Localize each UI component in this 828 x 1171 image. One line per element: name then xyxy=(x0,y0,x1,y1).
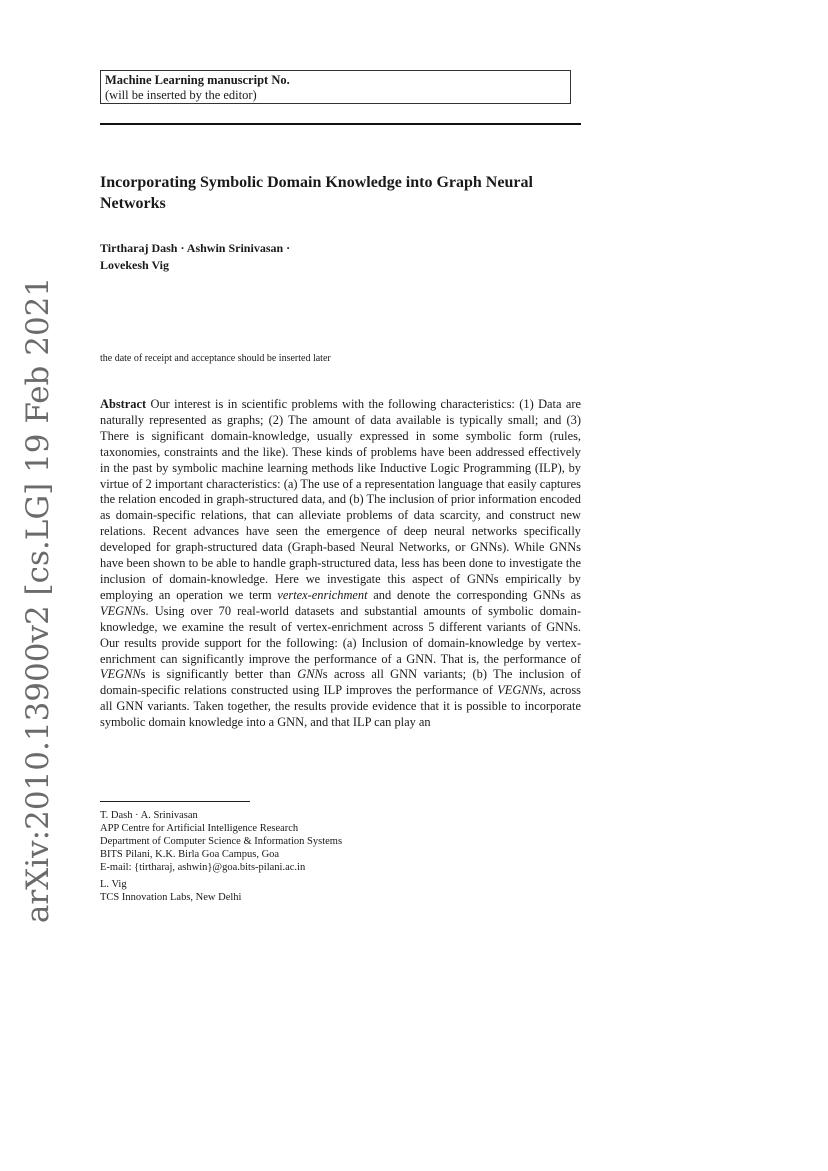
abstract-term-vegnns: VEGNNs xyxy=(497,683,543,698)
abstract-text-2: and denote the corresponding GNNs as xyxy=(367,587,581,602)
footnote-campus: BITS Pilani, K.K. Birla Goa Campus, Goa xyxy=(100,849,280,860)
editor-box xyxy=(100,70,571,104)
footnote-names: T. Dash · A. Srinivasan xyxy=(100,810,198,821)
footnote-name-vig: L. Vig xyxy=(100,879,127,890)
footnote-tcs: TCS Innovation Labs, New Delhi xyxy=(100,892,242,903)
authors-line-1: Tirtharaj Dash · Ashwin Srinivasan · xyxy=(100,241,291,255)
abstract-text-6: , across all GNN variants. Taken together, the results provide evidence that it is possible to incorporate symbolic domain knowledge into a GNN, and that ILP can play an xyxy=(100,683,581,730)
footnote-rule xyxy=(100,801,250,802)
abstract-term-vertex-enrichment: vertex-enrichment xyxy=(277,587,368,602)
author-list xyxy=(100,240,400,274)
journal-line: Machine Learning manuscript No. xyxy=(105,73,290,87)
receipt-note: the date of receipt and acceptance should be inserted later xyxy=(100,353,331,364)
editor-note: (will be inserted by the editor) xyxy=(105,88,257,102)
authors-line-2: Lovekesh Vig xyxy=(100,258,170,272)
abstract-text-4: s is significantly better than xyxy=(140,667,298,682)
abstract-term-vegnn-2: VEGNN xyxy=(100,667,141,682)
paper-title: Incorporating Symbolic Domain Knowledge into Graph Neural Networks xyxy=(100,174,533,212)
header-rule xyxy=(100,123,581,125)
footnote-department: Department of Computer Science & Information Systems xyxy=(100,836,343,847)
footnote-affiliation-1 xyxy=(100,809,581,874)
arxiv-side-stamp: arXiv:2010.13900v2 [cs.LG] 19 Feb 2021 xyxy=(20,276,56,924)
abstract-term-gnn: GNN xyxy=(297,667,323,682)
abstract-term-vegnn-1: VEGNN xyxy=(100,603,141,618)
footnote-email: E-mail: {tirtharaj, ashwin}@goa.bits-pilani.ac.in xyxy=(100,862,306,873)
abstract-label: Abstract xyxy=(100,397,147,411)
footnote-centre: APP Centre for Artificial Intelligence Research xyxy=(100,823,299,834)
abstract xyxy=(100,397,581,731)
footnote-affiliation-2 xyxy=(100,878,581,904)
abstract-text-5: s across all GNN variants; (b) The inclusion of domain-specific relations constructed using ILP improves the performance of xyxy=(100,667,582,698)
abstract-text-1: Our interest is in scientific problems with the following characteristics: (1) Data are naturally represented as graphs; (2) The amount of data available is typically small; and (3) There is significant domain-knowledge, usually expressed in some symbolic form (rules, taxonomies, constraints and the like). These kinds of problems have been addressed effectively in the past by symbolic machine learning methods like Inductive Logic Programming (ILP), by virtue of 2 important characteristics: (a) The use of a representation language that easily captures the relation encoded in graph-structured data, and (b) The inclusion of prior information encoded as domain-specific relations, that can alleviate problems of data scarcity, and construct new relations. Recent advances have seen the emergence of deep neural networks specifically developed for graph-structured data (Graph-based Neural Networks, or GNNs). While GNNs have been shown to be able to handle graph-structured data, less has been done to investigate the inclusion of domain-knowledge. Here we investigate this aspect of GNNs empirically by employing an operation we term xyxy=(100,397,581,602)
abstract-text-3: s. Using over 70 real-world datasets and substantial amounts of symbolic domain-knowledge, we examine the result of vertex-enrichment across 5 different variants of GNNs. Our results provide support for the following: (a) Inclusion of domain-knowledge by vertex-enrichment can significantly improve the performance of a GNN. That is, the performance of xyxy=(100,603,581,666)
